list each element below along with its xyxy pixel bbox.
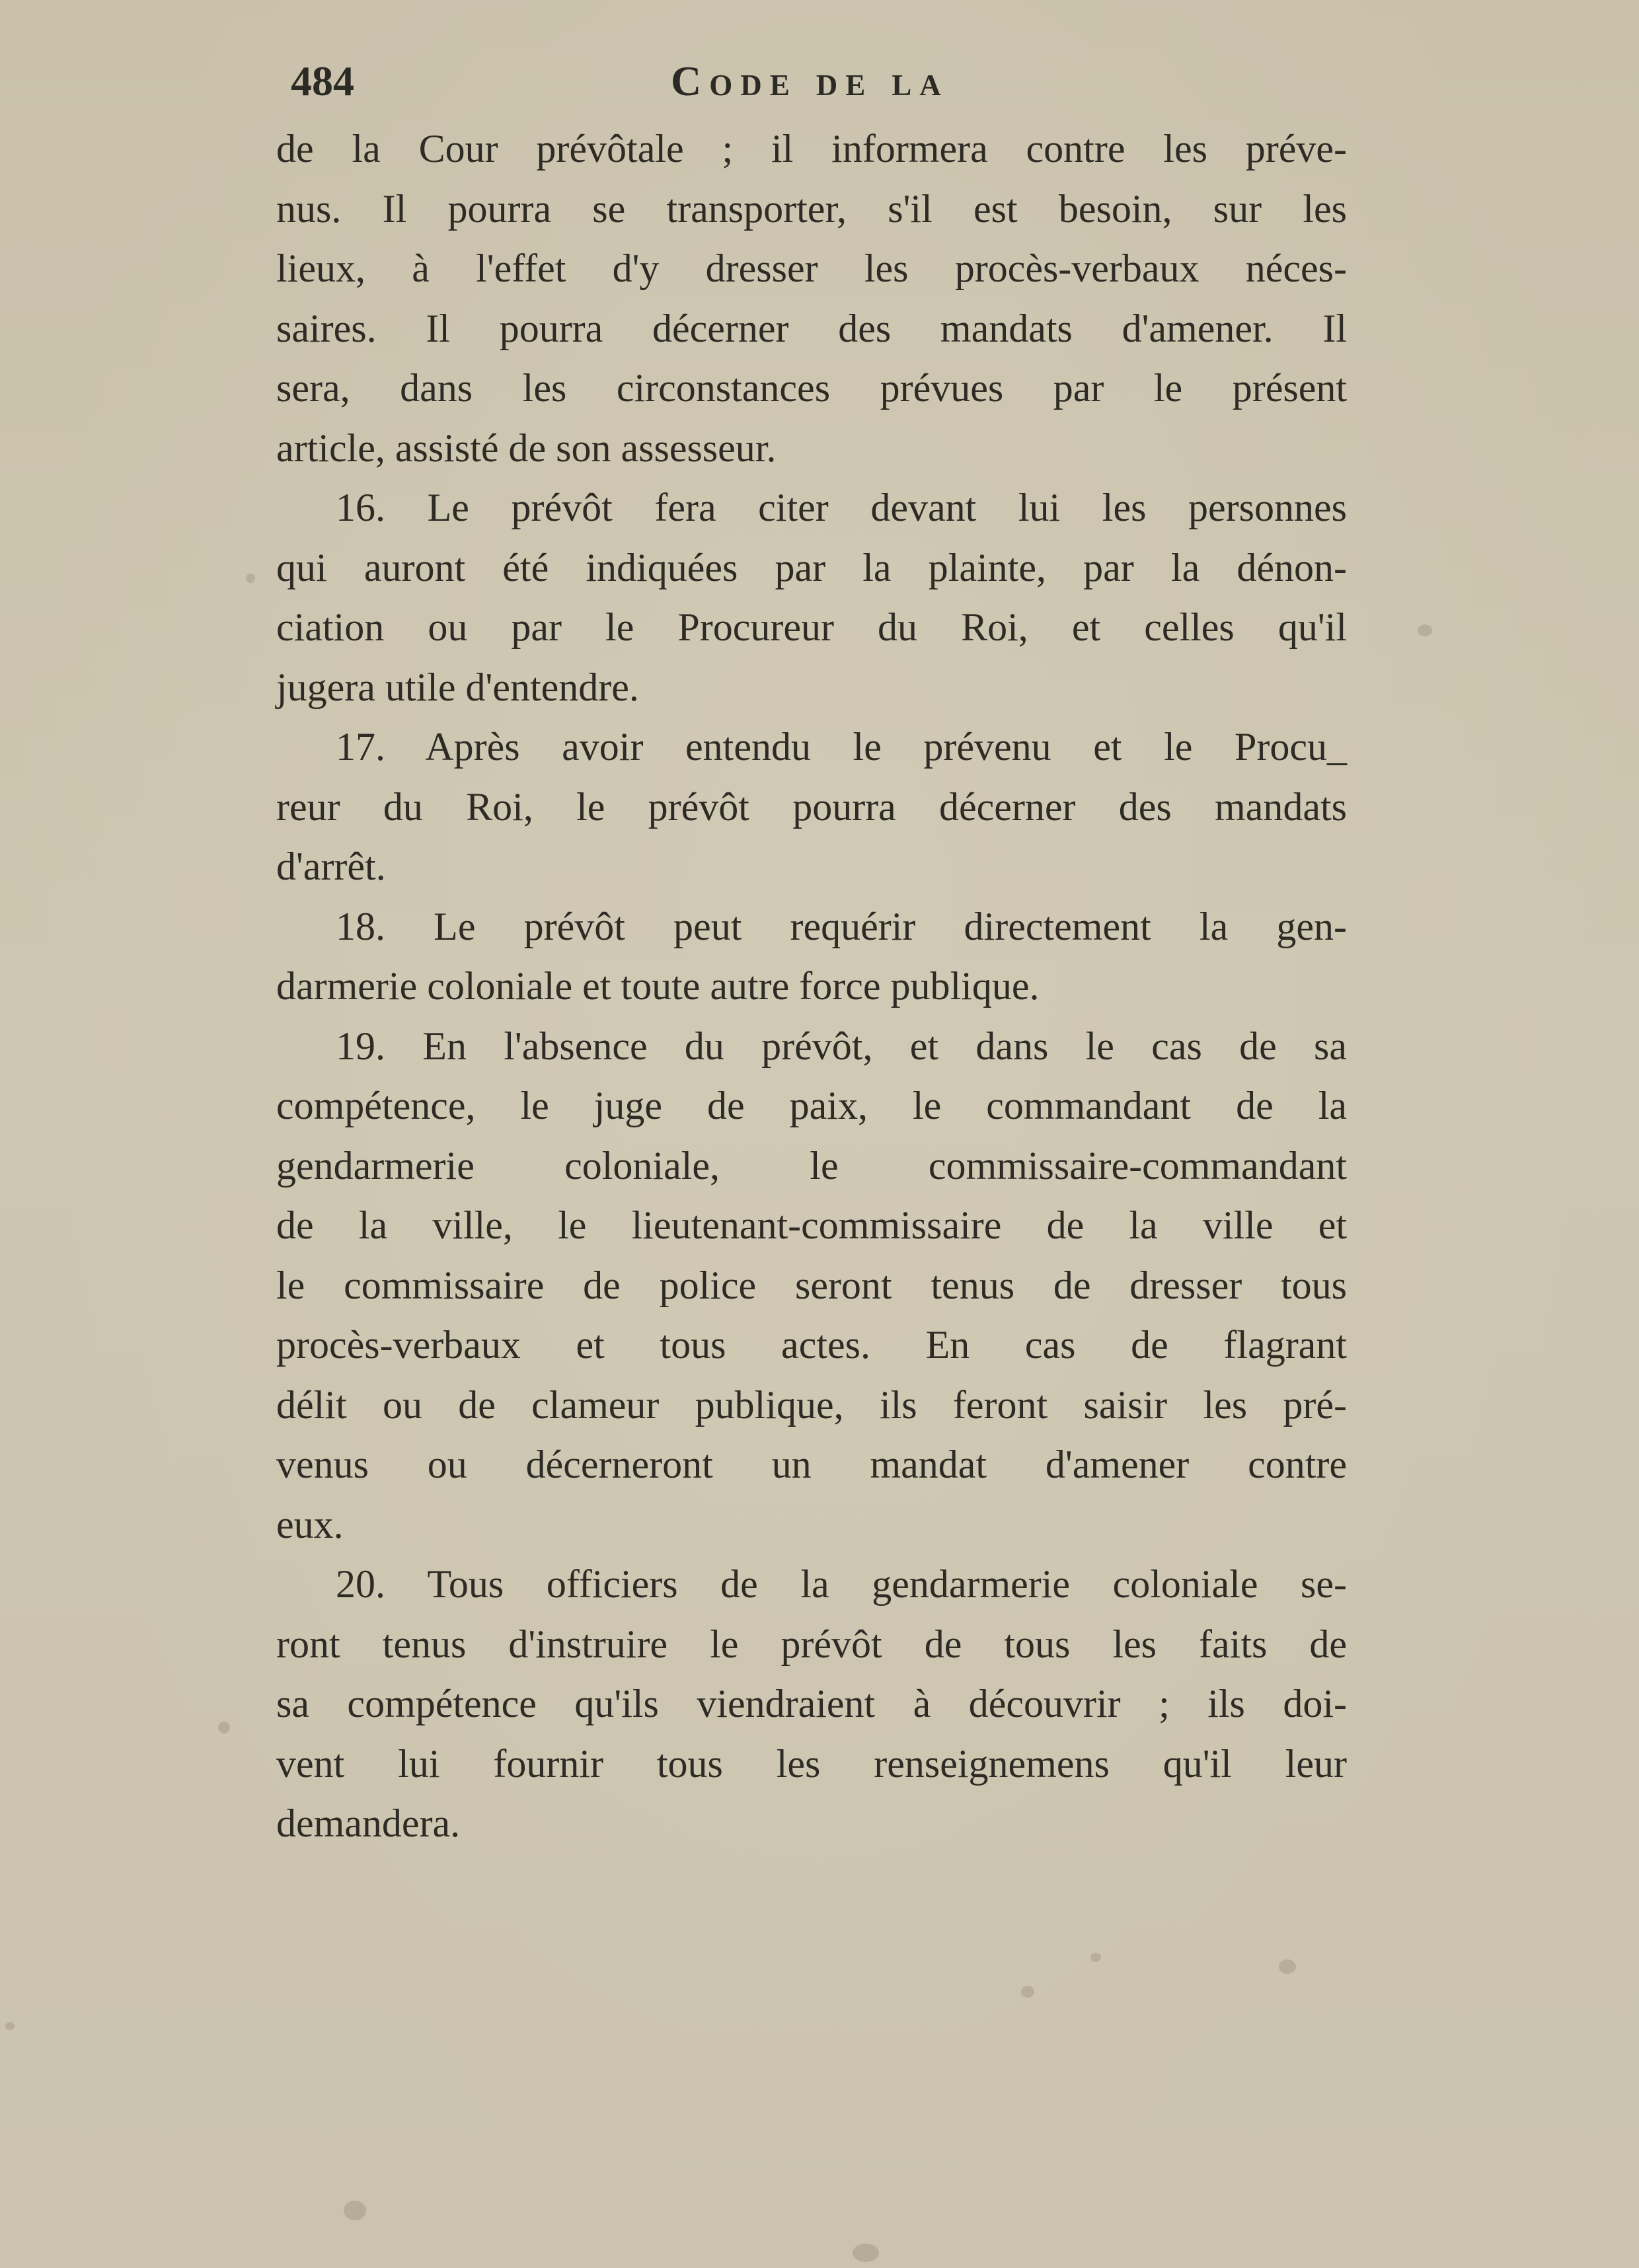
- text-line: article, assisté de son assesseur.: [276, 426, 777, 470]
- text-line: ciation ou par le Procureur du Roi, et celles qu'il: [276, 605, 1347, 649]
- text-line: 16. Le prévôt fera citer devant lui les personnes: [336, 486, 1347, 529]
- paper-speck: [218, 1721, 230, 1733]
- paper-speck: [1021, 1986, 1034, 1998]
- text-line: ront tenus d'instruire le prévôt de tous les faits de: [276, 1622, 1347, 1666]
- text-line: 19. En l'absence du prévôt, et dans le cas de sa: [336, 1024, 1347, 1068]
- running-head: [291, 57, 1355, 116]
- running-title: Code de la: [671, 57, 949, 104]
- text-line: lieux, à l'effet d'y dresser les procès-verbaux néces-: [276, 246, 1347, 290]
- text-line: compétence, le juge de paix, le commandant de la: [276, 1084, 1347, 1127]
- text-line: procès-verbaux et tous actes. En cas de flagrant: [276, 1323, 1347, 1367]
- text-line: jugera utile d'entendre.: [276, 665, 639, 709]
- text-line: 18. Le prévôt peut requérir directement la gen-: [336, 904, 1347, 948]
- paper-speck: [5, 2022, 15, 2030]
- text-line: reur du Roi, le prévôt pourra décerner des mandats: [276, 784, 1347, 829]
- text-line: demandera.: [276, 1801, 461, 1845]
- text-line: darmerie coloniale et toute autre force publique.: [276, 964, 1040, 1008]
- text-line: saires. Il pourra décerner des mandats d'amener. Il: [276, 306, 1347, 350]
- text-line: d'arrêt.: [276, 845, 386, 888]
- paper-speck: [1418, 624, 1432, 636]
- text-line: délit ou de clameur publique, ils feront saisir les pré-: [276, 1382, 1347, 1427]
- text-line: venus ou décerneront un mandat d'amener contre: [276, 1443, 1347, 1486]
- text-line: qui auront été indiquées par la plainte, par la dénon-: [276, 545, 1347, 589]
- text-line: nus. Il pourra se transporter, s'il est besoin, sur les: [276, 186, 1347, 231]
- text-line: gendarmerie coloniale, le commissaire-commandant: [276, 1143, 1347, 1188]
- text-line: de la ville, le lieutenant-commissaire de la ville et: [276, 1203, 1347, 1247]
- text-line: le commissaire de police seront tenus de dresser tous: [276, 1263, 1347, 1307]
- paper-speck: [1090, 1953, 1101, 1962]
- text-line: vent lui fournir tous les renseignemens qu'il leur: [276, 1741, 1347, 1786]
- page-number: 484: [291, 57, 354, 104]
- text-line: sa compétence qu'ils viendraient à découvrir ; ils doi-: [276, 1682, 1347, 1725]
- paper-speck: [1279, 1959, 1296, 1974]
- paper-speck: [246, 574, 255, 583]
- text-line: 20. Tous officiers de la gendarmerie coloniale se-: [336, 1562, 1347, 1606]
- text-line: 17. Après avoir entendu le prévenu et le Procu_: [336, 725, 1347, 769]
- body-text: [276, 119, 1347, 1854]
- text-line: eux.: [276, 1502, 344, 1546]
- text-line: de la Cour prévôtale ; il informera contre les préve-: [276, 127, 1347, 170]
- paper-speck: [344, 2201, 366, 2220]
- paper-speck: [853, 2244, 879, 2262]
- text-line: sera, dans les circonstances prévues par le présent: [276, 366, 1347, 410]
